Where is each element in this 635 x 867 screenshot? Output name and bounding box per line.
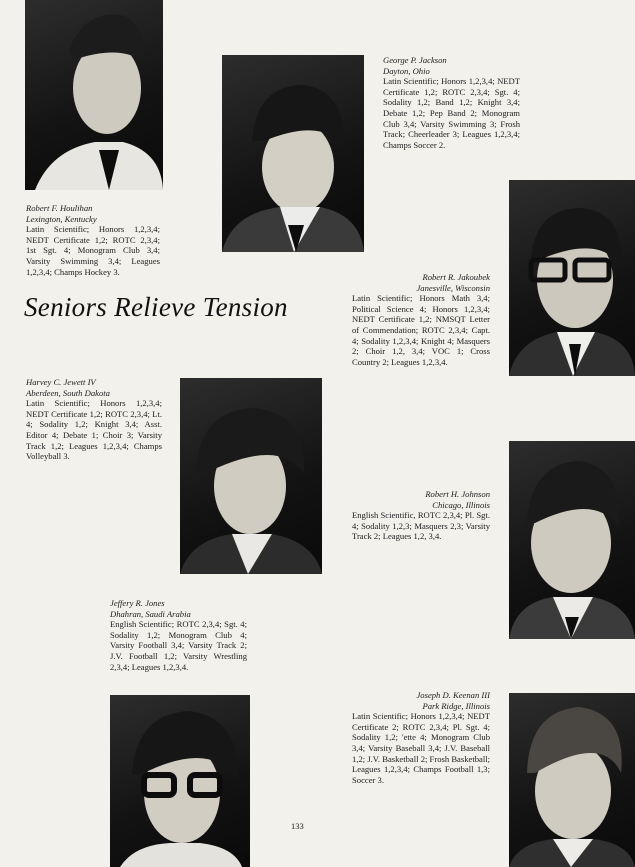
senior-name: Jeffery R. Jones <box>110 598 165 608</box>
senior-activities: Latin Scientific; Honors 1,2,3,4; NEDT Certificate 1,2; ROTC 2,3,4; Lt. 4; Sodality 1,2; Knight 3,4; Asst. Editor 4; Debate 1; Choir 3; Varsity Track 1,2; Leagues 1,2,3,4; Champs Volleyball 3. <box>26 398 162 462</box>
senior-hometown: Chicago, Illinois <box>432 499 490 510</box>
bio-keenan <box>352 690 490 785</box>
senior-hometown: Dayton, Ohio <box>383 65 430 76</box>
senior-activities: Latin Scientific; Honors Math 3,4; Political Science 4; Honors 1,2,3,4; NEDT Certificate 1,2; NMSQT Letter of Commendation; ROTC 2,3,4; Capt. 4; Sodality 1,2,3,4; Knight 4; Masquers 2; Choir 1,2, 3,4; VOC 1; Cross Country 2; Leagues 1,2,3,4. <box>352 293 490 367</box>
senior-name: Robert R. Jakoubek <box>422 272 490 282</box>
bio-jones <box>110 598 247 672</box>
bio-jewett <box>26 377 162 462</box>
senior-hometown: Dhahran, Saudi Arabia <box>110 608 191 619</box>
senior-activities: Latin Scientific; Honors 1,2,3,4; NEDT Certificate 1,2; ROTC 2,3,4; 1st Sgt. 4; Monogram Club 3,4; Varsity Swimming 3,4; Leagues 1,2,3,4; Champs Hockey 3. <box>26 224 160 277</box>
portrait-jones <box>110 695 250 867</box>
senior-activities: English Scientific, ROTC 2,3,4; Pl. Sgt. 4; Sodality 1,2,3; Masquers 2,3; Varsity Track 2; Leagues 1,2, 3,4. <box>352 510 490 542</box>
portrait-jewett <box>180 378 322 574</box>
senior-name: Robert F. Houlihan <box>26 203 93 213</box>
bio-jackson <box>383 55 520 150</box>
portrait-jackson <box>222 55 364 252</box>
portrait-houlihan <box>25 0 163 190</box>
senior-name: Harvey C. Jewett IV <box>26 377 96 387</box>
bio-johnson <box>352 489 490 542</box>
senior-activities: Latin Scientific; Honors 1,2,3,4; NEDT Certificate 2; ROTC 2,3,4; Pl. Sgt. 4; Sodality 1,2; 'ette 4; Monogram Club 3,4; Varsity Baseball 3,4; J.V. Baseball 1,2; J.V. Basketball 2; Frosh Basketball; Leagues 1,2,3,4; Champs Football 1,3; Soccer 3. <box>352 711 490 785</box>
senior-activities: English Scientific; ROTC 2,3,4; Sgt. 4; Sodality 1,2; Monogram Club 4; Varsity Football 3,4; Varsity Track 2; J.V. Football 1,2; Varsity Wrestling 2,3,4; Leagues 1,2,3,4. <box>110 619 247 672</box>
senior-name: George P. Jackson <box>383 55 447 65</box>
page-number: 133 <box>291 821 304 831</box>
senior-hometown: Park Ridge, Illinois <box>422 700 490 711</box>
senior-activities: Latin Scientific; Honors 1,2,3,4; NEDT Certificate 1,2; ROTC 2,3,4; Sgt. 4; Sodality 1,2; Band 1,2; Knight 3,4; Debate 1,2; Pep Band 2; Monogram Club 3,4; Varsity Swimming 3; Frosh Track; Cheerleader 3; Leagues 1,2,3,4; Champs Soccer 2. <box>383 76 520 150</box>
senior-hometown: Aberdeen, South Dakota <box>26 387 110 398</box>
portrait-jakoubek <box>509 180 635 376</box>
bio-houlihan <box>26 203 160 277</box>
senior-hometown: Lexington, Kentucky <box>26 213 97 224</box>
senior-hometown: Janesville, Wisconsin <box>416 282 490 293</box>
bio-jakoubek <box>352 272 490 367</box>
senior-name: Robert H. Johnson <box>425 489 490 499</box>
page-title: Seniors Relieve Tension <box>24 292 288 322</box>
senior-name: Joseph D. Keenan III <box>416 690 490 700</box>
portrait-keenan <box>509 693 635 867</box>
portrait-johnson <box>509 441 635 639</box>
